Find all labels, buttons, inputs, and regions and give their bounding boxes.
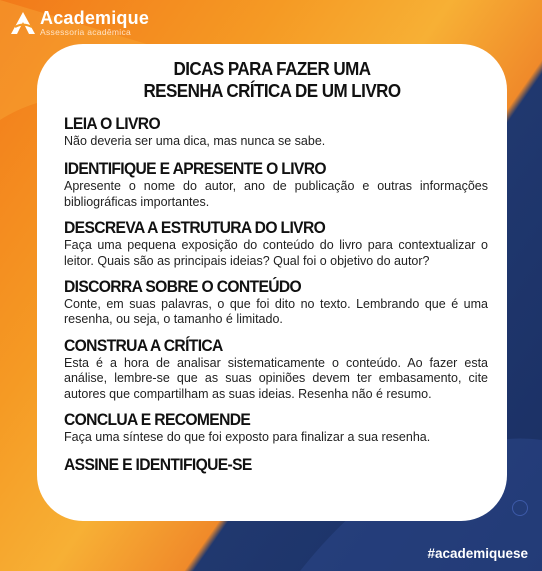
brand-tagline: Assessoria acadêmica — [40, 27, 132, 38]
tip-read-book — [64, 114, 488, 149]
title-line-2: RESENHA CRÍTICA DE UM LIVRO — [143, 80, 401, 101]
tip-title: IDENTIFIQUE E APRESENTE O LIVRO — [64, 159, 326, 179]
tip-text: Apresente o nome do autor, ano de publicação e outras informações bibliográficas importantes. — [64, 179, 488, 209]
tip-title: LEIA O LIVRO — [64, 114, 160, 133]
tips-list — [64, 114, 488, 474]
tip-title: ASSINE E IDENTIFIQUE-SE — [64, 455, 252, 475]
brand-name: Academique — [40, 8, 150, 29]
hashtag: #academiquese — [427, 546, 528, 561]
tip-title: DESCREVA A ESTRUTURA DO LIVRO — [64, 218, 326, 238]
tip-title: CONCLUA E RECOMENDE — [64, 410, 251, 430]
tip-title: CONSTRUA A CRÍTICA — [64, 335, 223, 355]
tip-conclude-recommend — [64, 410, 488, 445]
tip-text: Conte, em suas palavras, o que foi dito no texto. Lembrando que é uma resenha, ou seja, o tamanho é limitado. — [64, 297, 488, 327]
tip-discuss-content — [64, 277, 488, 328]
tip-build-critique — [64, 336, 488, 402]
tip-text: Não deveria ser uma dica, mas nunca se sabe. — [64, 134, 326, 148]
tips-card — [37, 44, 507, 521]
title-line-1: DICAS PARA FAZER UMA — [173, 58, 371, 79]
brand-logo — [10, 8, 149, 38]
tip-text: Faça uma pequena exposição do conteúdo do livro para contextualizar o leitor. Quais são as principais ideias? Qual foi o objetivo do autor? — [64, 238, 488, 268]
page-title — [56, 58, 488, 102]
tip-sign-identify — [64, 455, 488, 474]
academique-logo-icon — [10, 11, 36, 35]
tip-title: DISCORRA SOBRE O CONTEÚDO — [64, 277, 302, 297]
decorative-ring-icon — [512, 500, 528, 516]
tip-describe-structure — [64, 218, 488, 269]
tip-text: Faça uma síntese do que foi exposto para finalizar a sua resenha. — [64, 430, 431, 445]
tip-text: Esta é a hora de analisar sistematicamente o conteúdo. Ao fazer esta análise, lembre-se que as suas opiniões devem ter embasamento, cite autores que compartilham as suas ideias. Resenha não é resumo. — [64, 355, 488, 401]
tip-identify-book — [64, 159, 488, 210]
